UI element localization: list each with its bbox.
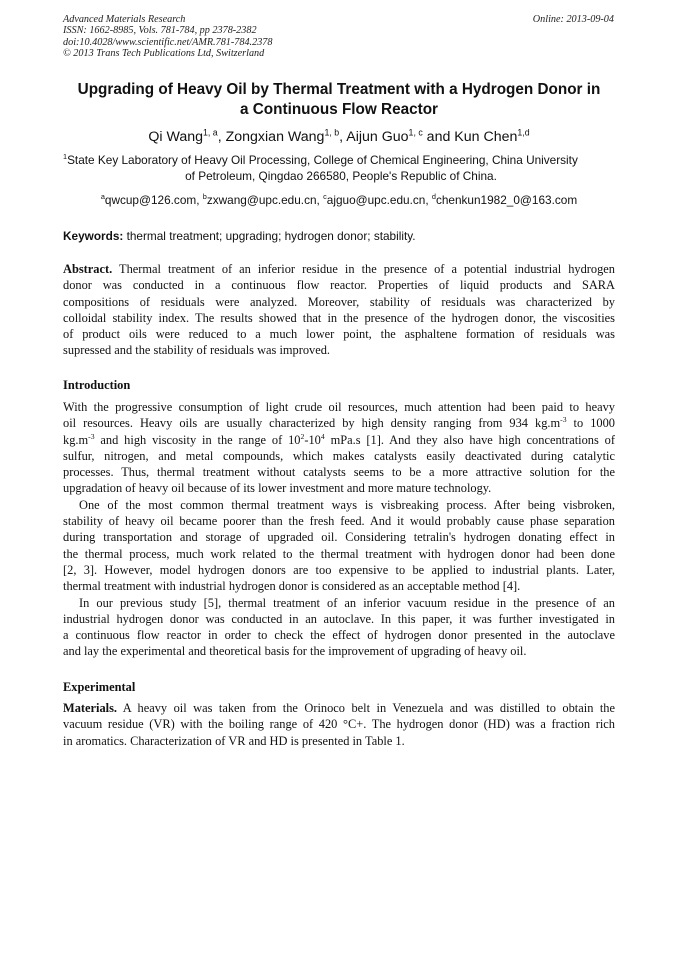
- journal-header: [63, 14, 272, 60]
- doi-line[interactable]: doi:10.4028/www.scientific.net/AMR.781-784.2378: [63, 36, 273, 48]
- email-list: [40, 193, 638, 208]
- intro-text: and high viscosity in the range of 10: [94, 432, 301, 447]
- author-name: Aijun Guo: [346, 129, 409, 145]
- abstract: [63, 261, 615, 359]
- abstract-line: supressed and the stability of residuals was improved.: [63, 343, 331, 358]
- author-list: [40, 128, 638, 146]
- author-affiliation-mark: 1, b: [324, 127, 340, 138]
- introduction-body: [63, 399, 615, 660]
- keywords-label: Keywords:: [63, 229, 124, 243]
- intro-line: stability of heavy oil became poorer than the fresh feed. And it would probably cause phase separation: [63, 514, 615, 529]
- unit-exponent: -3: [88, 431, 95, 441]
- abstract-line: of product oils were reduced to a much lower point, the asphaltene formation of residuals was: [63, 327, 615, 342]
- unit-exponent: 4: [320, 431, 325, 441]
- experimental-line: in aromatics. Characterization of VR and HD is presented in Table 1.: [63, 733, 405, 748]
- unit-exponent: -3: [560, 415, 567, 425]
- email-separator: ,: [316, 193, 324, 207]
- intro-line: industrial hydrogen donor was conducted in an autoclave. In this paper, it was further investigated in: [63, 611, 615, 626]
- title-line-2: a Continuous Flow Reactor: [239, 100, 438, 118]
- experimental-body: [63, 700, 615, 749]
- experimental-line: vacuum residue (VR) with the boiling range of 420 °C+. The hydrogen donor (HD) was a fraction rich: [63, 717, 615, 732]
- author-affiliation-mark: 1,d: [517, 127, 530, 138]
- introduction-heading: Introduction: [63, 378, 131, 392]
- intro-line: a continuous flow reactor in order to check the effect of hydrogen donor presented in the autoclave: [63, 628, 615, 643]
- intro-line: during transportation and storage of upgraded oil. Considering tetralin's hydrogen donating effect in: [63, 530, 615, 545]
- copyright-line: © 2013 Trans Tech Publications Ltd, Switzerland: [63, 48, 265, 60]
- journal-name: Advanced Materials Research: [63, 14, 186, 25]
- affiliation-line-1: State Key Laboratory of Heavy Oil Processing, College of Chemical Engineering, China University: [67, 153, 578, 167]
- abstract-line: compositions of residuals were analyzed. Moreover, stability of residuals was characterized by: [63, 294, 615, 309]
- affiliation-mark: 1: [63, 152, 68, 162]
- affiliation-line-2: of Petroleum, Qingdao 266580, People's Republic of China.: [185, 168, 497, 183]
- experimental-heading: Experimental: [63, 680, 136, 694]
- experimental-line: [63, 700, 615, 716]
- intro-line: [63, 432, 615, 448]
- keywords: [63, 229, 416, 244]
- abstract-label: Abstract.: [63, 262, 113, 276]
- experimental-text: A heavy oil was taken from the Orinoco belt in Venezuela and was distilled to obtain the: [117, 701, 615, 715]
- author-separator: ,: [217, 129, 226, 145]
- abstract-line: colloidal stability index. The results showed that in the presence of the hydrogen donor, the viscosities: [63, 310, 615, 325]
- author-separator: and: [422, 129, 455, 145]
- email-separator: ,: [425, 193, 432, 207]
- intro-line: processes. Thus, thermal treatment without catalysts seems to be a more attractive solution for the: [63, 465, 615, 480]
- online-date: Online: 2013-09-04: [532, 14, 614, 25]
- abstract-text: Thermal treatment of an inferior residue in the presence of a potential industrial hydrogen: [112, 262, 615, 276]
- intro-text: -10: [304, 432, 321, 447]
- materials-label: Materials.: [63, 701, 118, 715]
- intro-text: to 1000: [566, 416, 615, 431]
- email-mark: d: [431, 192, 436, 202]
- keywords-text: thermal treatment; upgrading; hydrogen donor; stability.: [126, 229, 416, 243]
- email-address[interactable]: chenkun1982_0@163.com: [435, 193, 578, 207]
- author-affiliation-mark: 1, c: [408, 127, 423, 138]
- author-affiliation-mark: 1, a: [203, 127, 218, 138]
- issn-line: ISSN: 1662-8985, Vols. 781-784, pp 2378-2382: [63, 25, 257, 37]
- affiliation: [63, 153, 619, 184]
- intro-line: One of the most common thermal treatment ways is visbreaking process. After being visbroken,: [79, 497, 615, 512]
- intro-line: upgradation of heavy oil because of its lower investment and more mature technology.: [63, 481, 492, 496]
- abstract-line: [63, 261, 615, 277]
- intro-text: mPa.s [1]. And they also have high concentrations of: [324, 432, 615, 447]
- title-line-1: Upgrading of Heavy Oil by Thermal Treatment with a Hydrogen Donor in: [77, 81, 601, 98]
- intro-line: In our previous study [5], thermal treatment of an inferior vacuum residue in the presence of an: [79, 595, 615, 610]
- unit-exponent: 2: [300, 431, 305, 441]
- intro-line: [2, 3]. However, model hydrogen donors are too expensive to be applied to industrial plants. Later,: [63, 562, 615, 577]
- email-address[interactable]: ajguo@upc.edu.cn: [326, 193, 426, 207]
- email-address[interactable]: zxwang@upc.edu.cn: [206, 193, 317, 207]
- author-separator: ,: [339, 129, 347, 145]
- intro-line: With the progressive consumption of light crude oil resources, much attention had been paid to heavy: [63, 400, 615, 414]
- email-mark: a: [100, 192, 105, 202]
- intro-line: [63, 415, 615, 431]
- intro-line: and lay the experimental and theoretical basis for the improvement of upgrading of heavy oil.: [63, 644, 527, 659]
- author-name: Zongxian Wang: [225, 129, 325, 145]
- email-mark: b: [202, 192, 207, 202]
- intro-text: oil resources. Heavy oils are usually characterized by high density ranging from 934 kg.m: [63, 416, 561, 431]
- intro-line: thermal treatment with industrial hydrogen donor is considered as an acceptable method [4].: [63, 579, 521, 594]
- abstract-line: donor was conducted in a continuous flow reactor. Properties of liquid products and SARA: [63, 278, 615, 293]
- intro-text: kg.m: [63, 432, 89, 447]
- email-mark: c: [323, 192, 327, 202]
- author-name: Kun Chen: [454, 129, 518, 145]
- intro-line: sulfur, nitrogen, and metal compounds, which makes catalysts easily deactivated during catalytic: [63, 448, 615, 463]
- email-address[interactable]: qwcup@126.com: [104, 193, 197, 207]
- email-separator: ,: [196, 193, 203, 207]
- intro-line: the thermal process, much work related to the thermal treatment with hydrogen donor had been done: [63, 546, 615, 561]
- paper-title: [52, 80, 626, 119]
- author-name: Qi Wang: [148, 129, 204, 145]
